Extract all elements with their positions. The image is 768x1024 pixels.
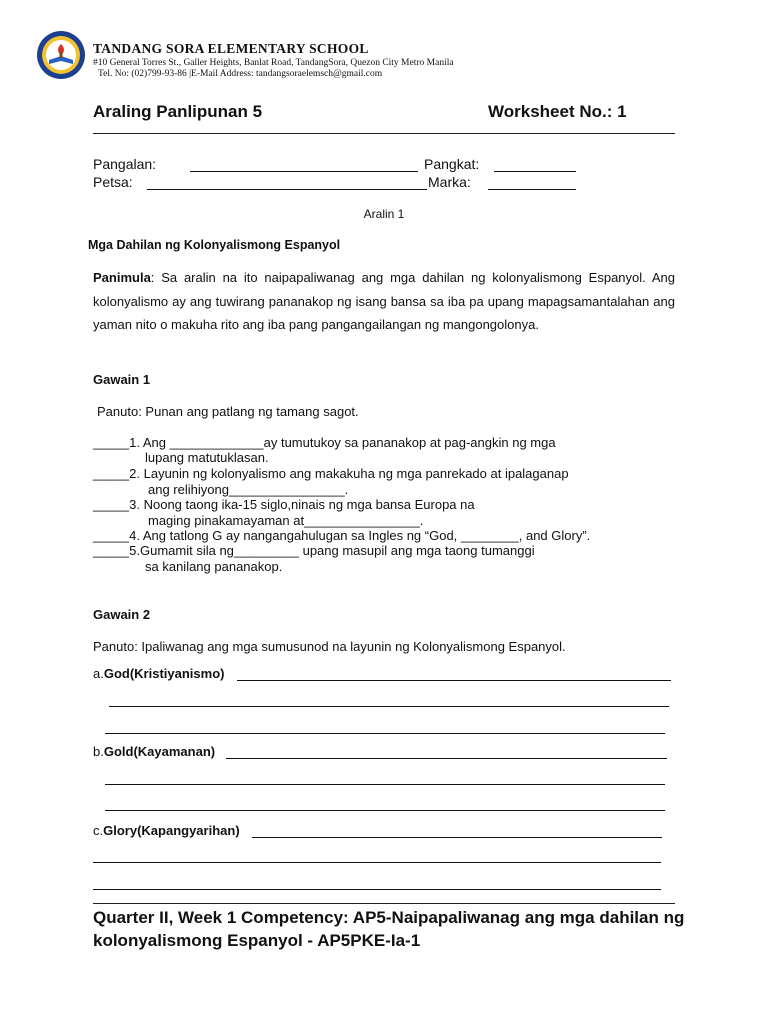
name-field[interactable] xyxy=(190,171,418,172)
date-label: Petsa: xyxy=(93,174,133,190)
footer-divider xyxy=(93,903,675,904)
gawain1-item-1: _____1. Ang _____________ay tumutukoy sa pananakop at pag-angkin ng mga xyxy=(93,435,556,450)
competency-footer: Quarter II, Week 1 Competency: AP5-Naipapaliwanag ang mga dahilan ng kolonyalismong Espanyol - AP5PKE-Ia-1 xyxy=(93,908,685,950)
date-field[interactable] xyxy=(147,189,427,190)
gawain1-item-4: _____4. Ang tatlong G ay nangangahulugan sa Ingles ng “God, ________, and Glory”. xyxy=(93,528,591,543)
worksheet-number: Worksheet No.: 1 xyxy=(488,102,627,121)
item-letter: a. xyxy=(93,666,104,681)
school-seal-icon xyxy=(36,30,86,80)
section-label: Pangkat: xyxy=(424,156,480,172)
item-letter: b. xyxy=(93,744,104,759)
item-letter: c. xyxy=(93,823,104,838)
introduction-paragraph xyxy=(93,266,675,337)
glory-answer-line-1[interactable] xyxy=(252,837,662,838)
gold-answer-line-3[interactable] xyxy=(105,810,665,811)
glory-answer-line-3[interactable] xyxy=(93,889,661,890)
gawain1-heading: Gawain 1 xyxy=(93,372,151,387)
gawain1-instruction: Panuto: Punan ang patlang ng tamang sagot. xyxy=(97,404,359,419)
score-field[interactable] xyxy=(488,189,576,190)
gawain1-item-5-cont: sa kanilang pananakop. xyxy=(145,559,283,574)
glory-answer-line-2[interactable] xyxy=(93,862,661,863)
subject-title: Araling Panlipunan 5 xyxy=(93,102,263,121)
gold-answer-line-2[interactable] xyxy=(105,784,665,785)
god-answer-line-2[interactable] xyxy=(109,706,669,707)
god-answer-line-1[interactable] xyxy=(237,680,671,681)
gawain2-heading: Gawain 2 xyxy=(93,607,151,622)
god-answer-line-3[interactable] xyxy=(105,733,665,734)
lesson-number: Aralin 1 xyxy=(363,207,405,221)
school-contact: Tel. No: (02)799-93-86 |E-Mail Address: tandangsoraelemsch@gmail.com xyxy=(98,69,383,79)
gawain1-item-3: _____3. Noong taong ika-15 siglo,ninais ng mga bansa Europa na xyxy=(93,497,475,512)
gawain2-item-gold xyxy=(93,744,215,759)
name-label: Pangalan: xyxy=(93,156,157,172)
gawain1-item-5: _____5.Gumamit sila ng_________ upang masupil ang mga taong tumanggi xyxy=(93,543,535,558)
intro-label: Panimula xyxy=(93,270,151,285)
school-address: #10 General Torres St., Galler Heights, Banlat Road, TandangSora, Quezon City Metro Manila xyxy=(93,58,454,68)
score-label: Marka: xyxy=(428,174,471,190)
gawain2-item-god xyxy=(93,666,224,681)
gawain2-item-glory xyxy=(93,823,240,838)
gawain2-instruction: Panuto: Ipaliwanag ang mga sumusunod na layunin ng Kolonyalismong Espanyol. xyxy=(93,639,566,654)
item-label: Gold(Kayamanan) xyxy=(103,744,216,759)
section-field[interactable] xyxy=(494,171,576,172)
item-label: God(Kristiyanismo) xyxy=(103,666,225,681)
gawain1-item-2: _____2. Layunin ng kolonyalismo ang makakuha ng mga panrekado at ipalaganap xyxy=(93,466,569,481)
title-divider xyxy=(93,133,675,134)
gawain1-item-3-cont: maging pinakamayaman at________________. xyxy=(148,513,424,528)
intro-text: : Sa aralin na ito naipapaliwanag ang mga dahilan ng kolonyalismong Espanyol. Ang kolonyalismo ay ang tuwirang pananakop ng isang bansa sa iba pa upang mapagsamantalahan ang yaman nito o makuha rito ang iba pang pangangailangan ng mangongolonya. xyxy=(93,270,675,332)
gawain1-item-2-cont: ang relihiyong________________. xyxy=(148,482,349,497)
gold-answer-line-1[interactable] xyxy=(226,758,667,759)
item-label: Glory(Kapangyarihan) xyxy=(103,823,240,838)
lesson-title: Mga Dahilan ng Kolonyalismong Espanyol xyxy=(88,238,341,252)
gawain1-item-1-cont: lupang matutuklasan. xyxy=(145,450,269,465)
school-name: TANDANG SORA ELEMENTARY SCHOOL xyxy=(93,41,369,56)
